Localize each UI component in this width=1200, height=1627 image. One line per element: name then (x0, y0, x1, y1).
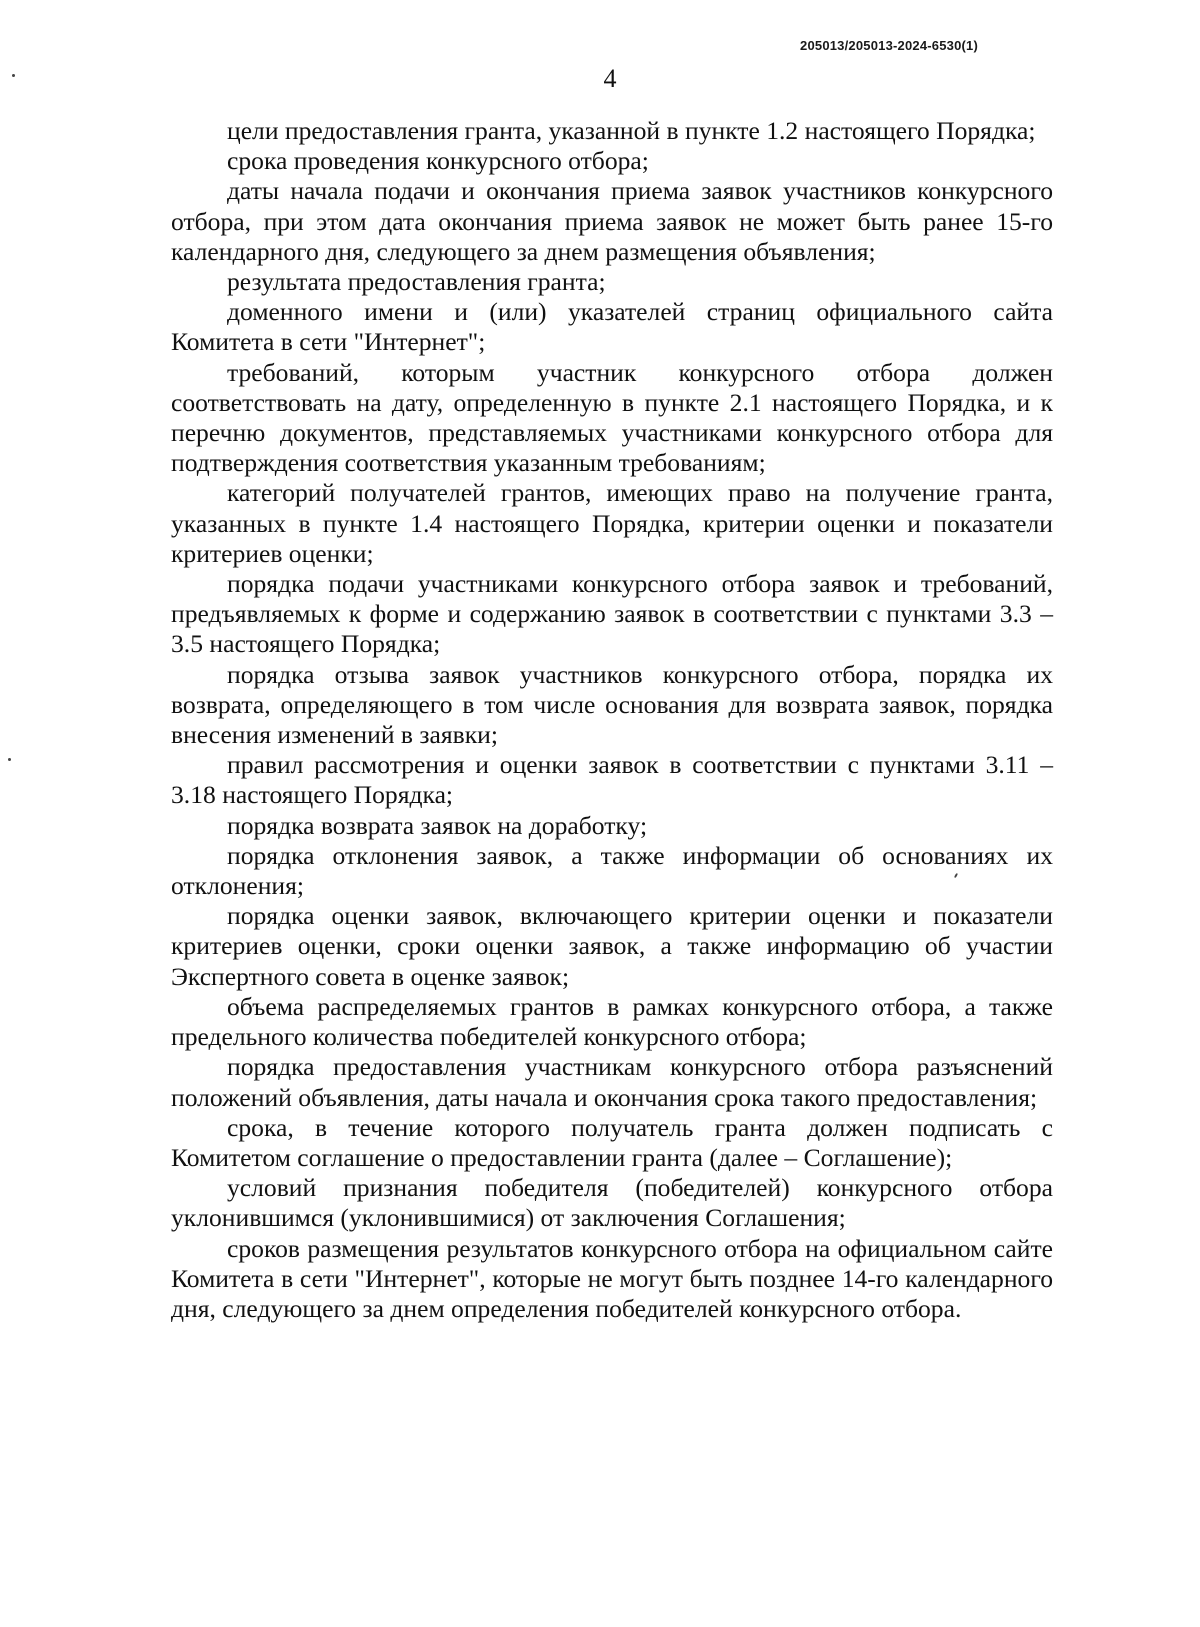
paragraph: категорий получателей грантов, имеющих право на получение гранта, указанных в пункте 1.4 настоящего Порядка, критерии оценки и показатели критериев оценки; (171, 478, 1053, 568)
scan-speck (8, 758, 11, 761)
paragraph: объема распределяемых грантов в рамках конкурсного отбора, а также предельного количества победителей конкурсного отбора; (171, 991, 1053, 1052)
paragraph: порядка оценки заявок, включающего критерии оценки и показатели критериев оценки, сроки оценки заявок, а также информацию об участии Экспертного совета в оценке заявок; (171, 901, 1053, 991)
paragraph: порядка отзыва заявок участников конкурсного отбора, порядка их возврата, определяющего в том числе основания для возврата заявок, порядка внесения изменений в заявки; (171, 659, 1053, 750)
paragraph: доменного имени и (или) указателей страниц официального сайта Комитета в сети "Интернет"; (171, 297, 1053, 357)
document-registration-number: 205013/205013-2024-6530(1) (800, 38, 978, 53)
paragraph: порядка подачи участниками конкурсного отбора заявок и требований, предъявляемых к форме и содержанию заявок в соответствии с пунктами 3.3 – 3.5 настоящего Порядка; (171, 569, 1053, 659)
paragraph: срока, в течение которого получатель гранта должен подписать с Комитетом соглашение о предоставлении гранта (далее – Соглашение); (171, 1112, 1053, 1172)
paragraph: правил рассмотрения и оценки заявок в соответствии с пунктами 3.11 – 3.18 настоящего Порядка; (171, 750, 1053, 810)
paragraph: требований, которым участник конкурсного отбора должен соответствовать на дату, определенную в пункте 2.1 настоящего Порядка, и к перечню документов, представляемых участниками конкурсного отбора для подтверждения соответствия указанным требованиям; (171, 357, 1053, 478)
paragraph: условий признания победителя (победителей) конкурсного отбора уклонившимся (уклонившимися) от заключения Соглашения; (171, 1173, 1053, 1233)
page-number: 4 (603, 64, 617, 93)
paragraph: порядка предоставления участникам конкурсного отбора разъяснений положений объявления, даты начала и окончания срока такого предоставления; (171, 1052, 1053, 1112)
paragraph: сроков размещения результатов конкурсного отбора на официальном сайте Комитета в сети "Интернет", которые не могут быть позднее 14-го календарного дня, следующего за днем определения победителей конкурсного отбора. (171, 1233, 1053, 1323)
scan-speck (12, 74, 15, 77)
paragraph: цели предоставления гранта, указанной в пункте 1.2 настоящего Порядка; (227, 116, 1036, 145)
paragraph: порядка отклонения заявок, а также информации об основаниях их отклонения; (171, 840, 1053, 901)
paragraph: порядка возврата заявок на доработку; (227, 810, 648, 840)
document-body (171, 116, 1053, 1324)
paragraph: даты начала подачи и окончания приема заявок участников конкурсного отбора, при этом дата окончания приема заявок не может быть ранее 15-го календарного дня, следующего за днем размещения объявления; (171, 176, 1053, 266)
paragraph: результата предоставления гранта; (227, 267, 606, 297)
paragraph: срока проведения конкурсного отбора; (227, 146, 649, 176)
